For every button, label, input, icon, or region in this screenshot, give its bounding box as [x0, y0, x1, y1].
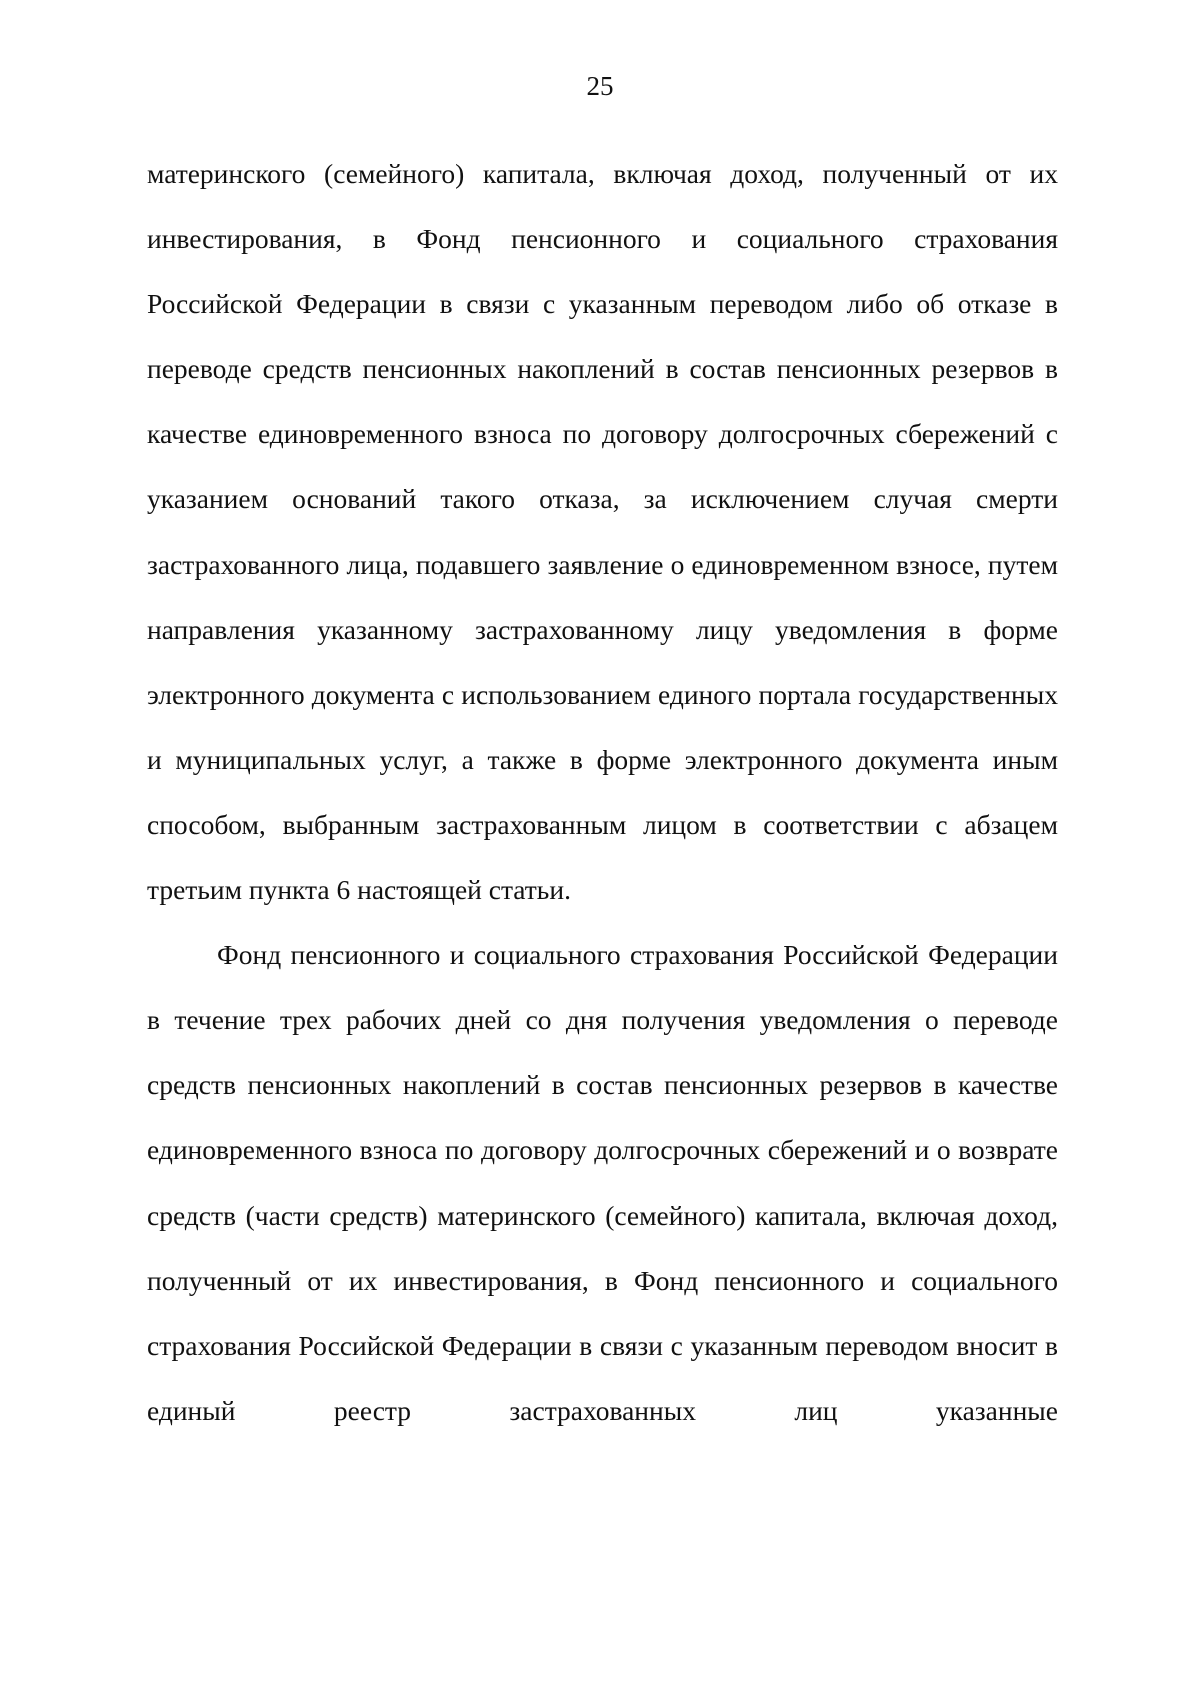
paragraph-continuation: материнского (семейного) капитала, включая доход, полученный от их инвестирования, в Фонд пенсионного и социального страхования Российской Федерации в связи с указанным переводом либо об отказе в переводе средств пенсионных накоплений в состав пенсионных резервов в качестве единовременного взноса по договору долгосрочных сбережений с указанием оснований такого отказа, за исключением случая смерти застрахованного лица, подавшего заявление о единовременном взносе, путем направления указанному застрахованному лицу уведомления в форме электронного документа с использованием единого портала государственных и муниципальных услуг, а также в форме электронного документа иным способом, выбранным застрахованным лицом в соответствии с абзацем третьим пункта 6 настоящей статьи.: [147, 158, 1058, 906]
document-body: [147, 141, 1058, 1443]
page-number: 25: [586, 71, 614, 101]
paragraph-fund-procedure: Фонд пенсионного и социального страхования Российской Федерации в течение трех рабочих дней со дня получения уведомления о переводе средств пенсионных накоплений в состав пенсионных резервов в качестве единовременного взноса по договору долгосрочных сбережений и о возврате средств (части средств) материнского (семейного) капитала, включая доход, полученный от их инвестирования, в Фонд пенсионного и социального страхования Российской Федерации в связи с указанным переводом вносит в единый реестр застрахованных лиц указанные: [147, 939, 1058, 1426]
